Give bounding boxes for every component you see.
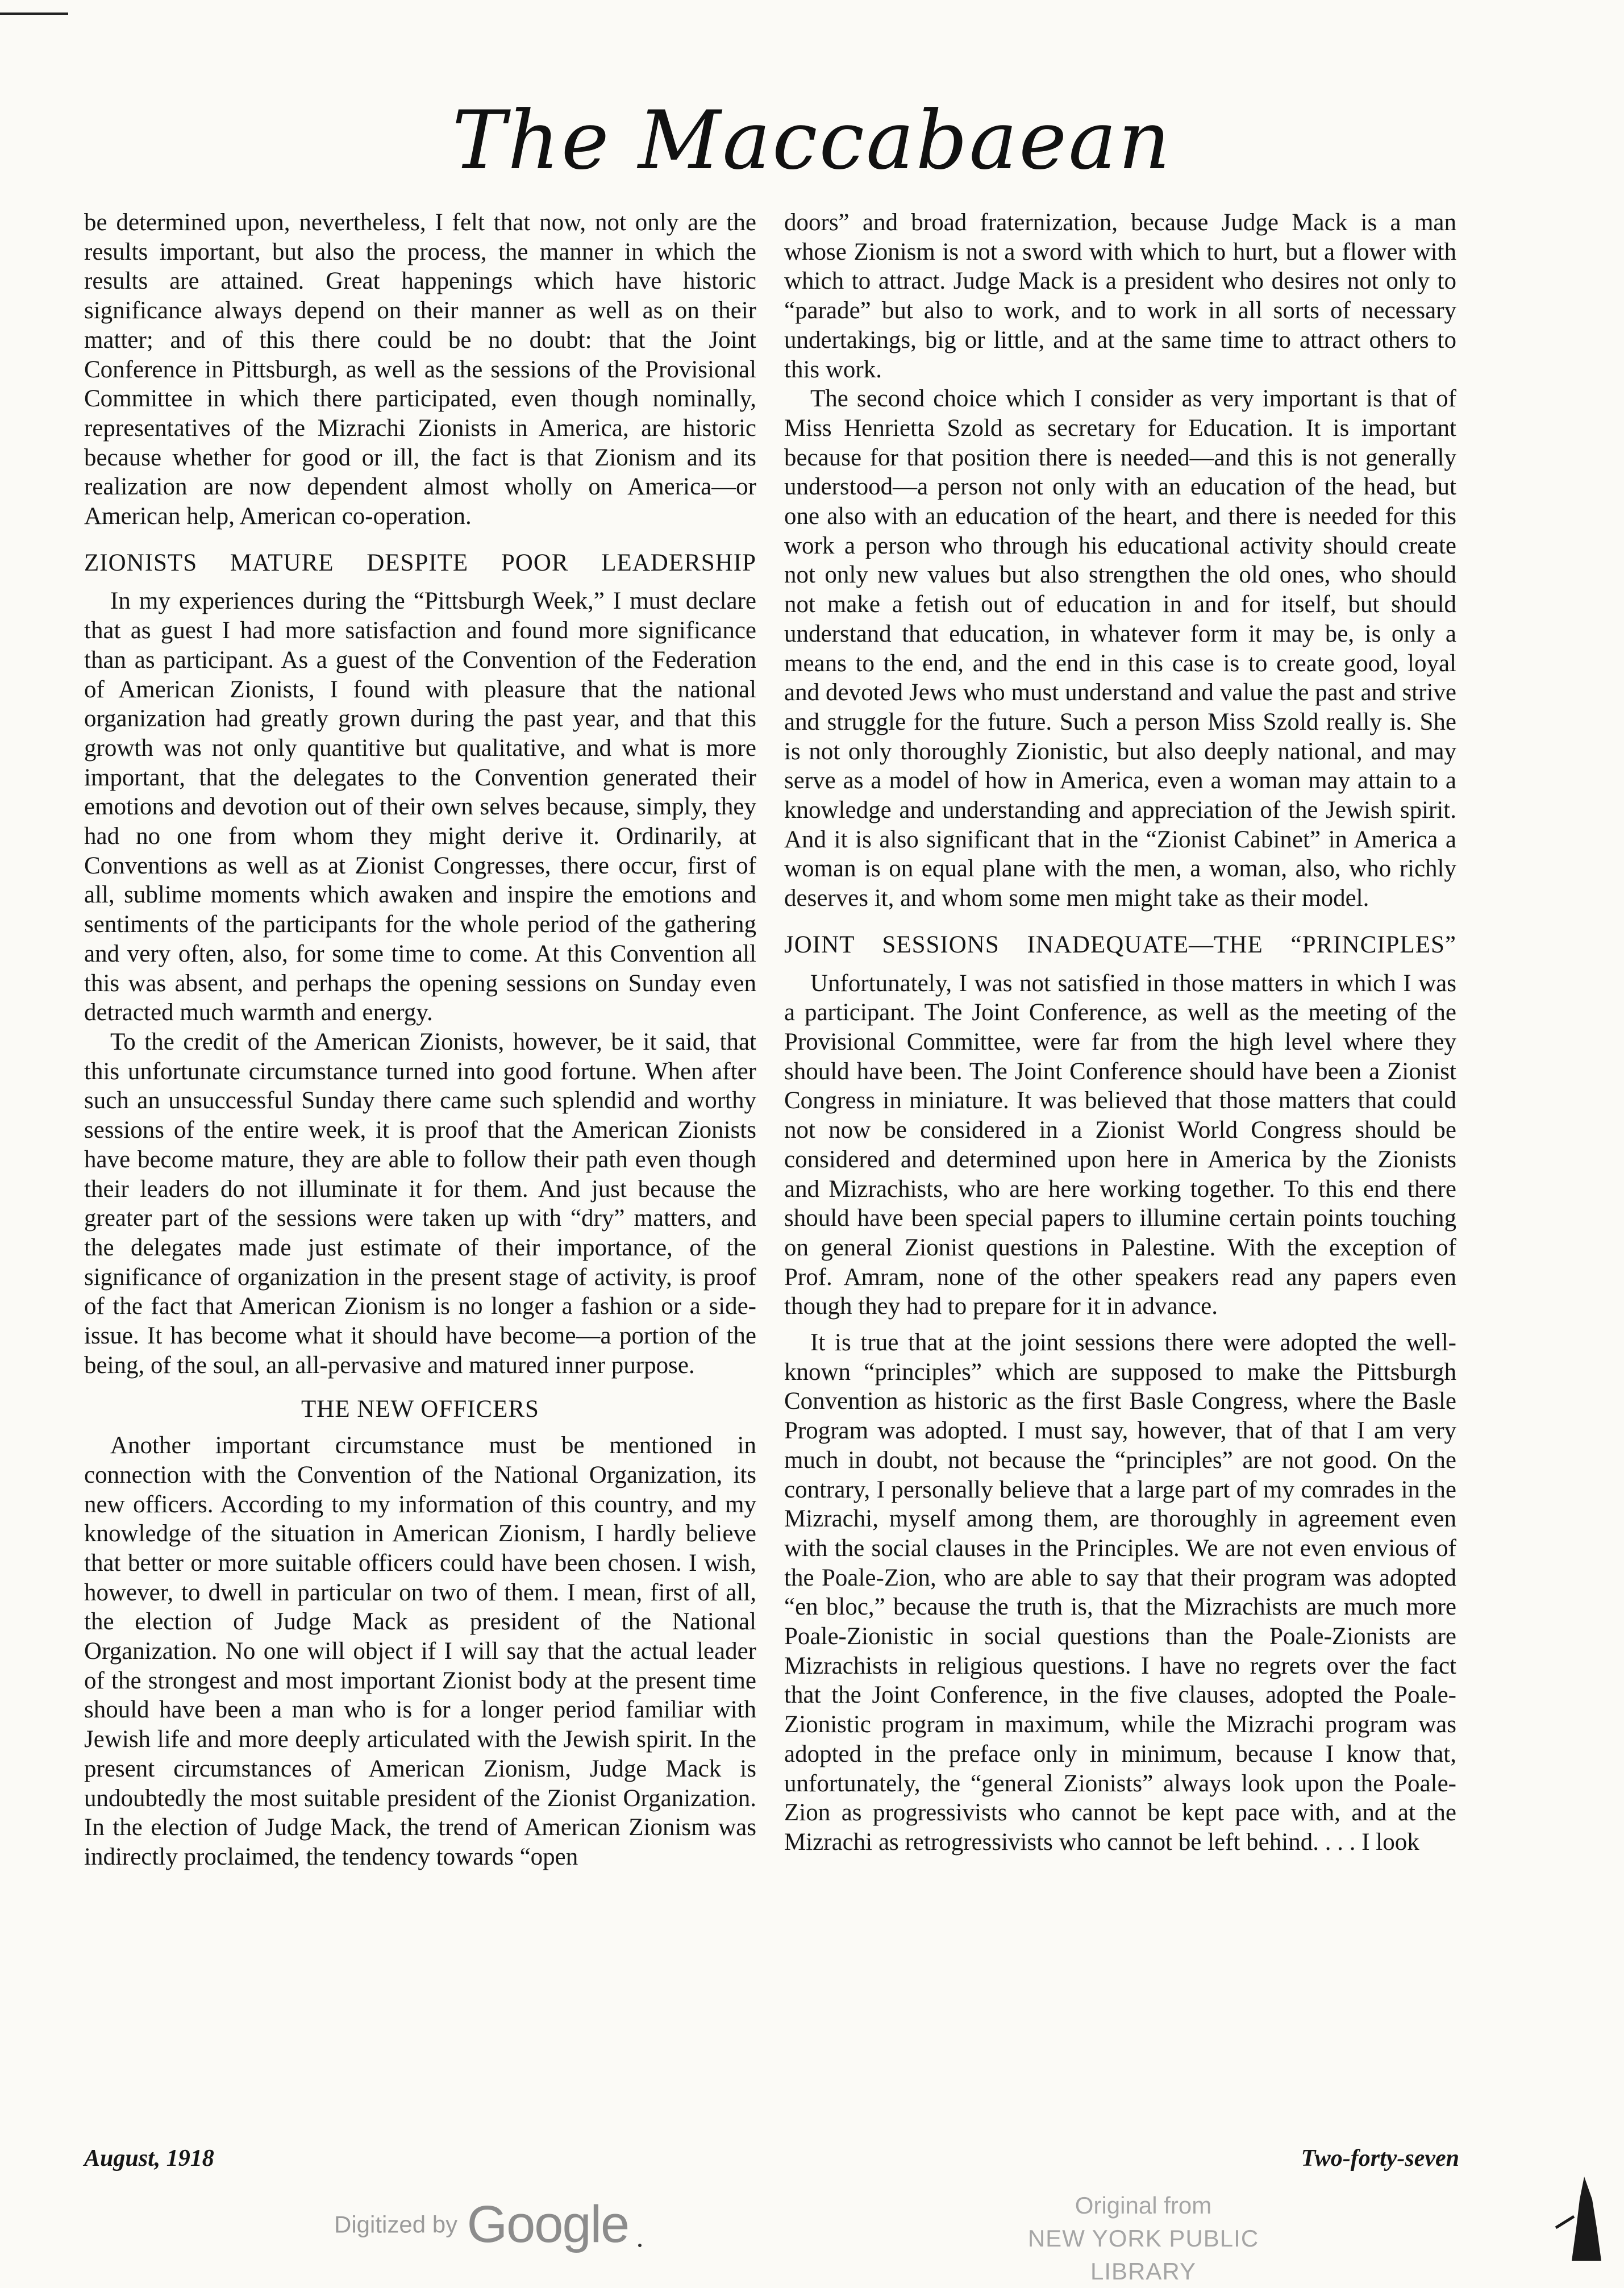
paragraph: Another important circumstance must be mentioned in connection with the Convention of the National Organization, its new officers. According to my information of this country, and my knowledge of the situation in American Zionism, I hardly believe that better or more suitable officers could have been chosen. I wish, however, to dwell in particular on two of them. I mean, first of all, the election of Judge Mack as president of the National Organization. No one will object if I will say that the actual leader of the strongest and most important Zionist body at the present time should have been a man who is for a longer period familiar with Jewish life and more deeply articulated with the Jewish spirit. In the present circumstances of American Zionism, Judge Mack is undoubtedly the most suitable president of the Zionist Organization. In the election of Judge Mack, the trend of American Zionism was indirectly proclaimed, the tendency towards “open xyxy=(84,1432,756,1870)
paragraph: The second choice which I consider as very important is that of Miss Henrietta Szold as secretary for Education. It is important because for that position there is needed—and this is not generally understood—a person not only with an education of the head, but one also with an education of the heart, and there is needed for this work a person who through his educational activity should create not only new values but also strengthen the old ones, who should not make a fetish out of education in and for itself, but should understand that education, in whatever form it may be, is only a means to the end, and the end in this case is to create good, loyal and devoted Jews who must understand and value the past and strive and struggle for the future. Such a person Miss Szold really is. She is not only thoroughly Zionistic, but also deeply national, and may serve as a model of how in America, even a woman may attain to a knowledge and understanding and appreciation of the Jewish spirit. And it is also significant that in the “Zionist Cabinet” in America a woman is on equal plane with the men, a woman, also, who richly deserves it, and whom some men might take as their model. xyxy=(784,385,1456,912)
page-number: Two-forty-seven xyxy=(1301,2145,1459,2171)
ink-speck xyxy=(638,2244,642,2247)
page-corner-mark-icon xyxy=(1544,2160,1613,2268)
section-heading: JOINT SESSIONS INADEQUATE—THE “PRINCIPLES” xyxy=(784,931,1456,958)
paragraph: It is true that at the joint sessions there were adopted the well-known “principles” which are supposed to make the Pittsburgh Convention as historic as the first Basle Congress, where the Basle Program was adopted. I must say, however, that of that I am very much in doubt, not because the “principles” are not good. On the contrary, I personally believe that a large part of my comrades in the Mizrachi, myself among them, are thoroughly in agreement even with the social clauses in the Principles. We are not even envious of the Poale-Zion, who are able to say that their program was adopted “en bloc,” because the truth is, that the Mizrachists are much more Poale-Zionistic in social questions than the Poale-Zionists are Mizrachists in religious questions. I have no regrets over the fact that the Joint Conference, in the five clauses, adopted the Poale-Zionistic program in maximum, while the Mizrachi program was adopted in the preface only in minimum, because I know that, unfortunately, the “general Zionists” always look upon the Poale-Zion as progressivists who cannot be kept pace with, and at the Mizrachi as retrogressivists who cannot be left behind. . . . I look xyxy=(784,1329,1456,1856)
paragraph: In my experiences during the “Pittsburgh Week,” I must declare that as guest I had more satisfaction and found more significance than as participant. As a guest of the Convention of the Federation of American Zionists, I found with pleasure that the national organization had greatly grown during the past year, and that this growth was not only quantitive but qualitative, and what is more important, that the delegates to the Convention generated their emotions and devotion out of their own selves because, simply, they had no one from whom they might derive it. Ordinarily, at Conventions as well as at Zionist Congresses, there occur, first of all, sublime moments which awaken and inspire the emotions and sentiments of the participants for the whole period of the gathering and very often, also, for some time to come. At this Convention all this was absent, and perhaps the opening sessions on Sunday even detracted much warmth and energy. xyxy=(84,588,756,1026)
right-column xyxy=(784,208,1456,1857)
section-heading: THE NEW OFFICERS xyxy=(301,1396,539,1423)
digitized-by-label: Digitized by xyxy=(334,2211,458,2238)
paragraph: Unfortunately, I was not satisfied in those matters in which I was a participant. The Joint Conference, as well as the meeting of the Provisional Committee, were far from the high level where they should have been. The Joint Conference should have been a Zionist Congress in miniature. It was believed that those matters that could not now be considered in a Zionist World Congress should be considered and determined upon here in America by the Zionists and Mizrachists, who are here working together. To this end there should have been special papers to illumine certain points touching on general Zionist questions in Palestine. With the exception of Prof. Amram, none of the other speakers read any papers even though they had to prepare for it in advance. xyxy=(784,970,1456,1320)
section-heading: ZIONISTS MATURE DESPITE POOR LEADERSHIP xyxy=(84,549,756,576)
issue-date: August, 1918 xyxy=(84,2145,214,2171)
edge-rule xyxy=(0,13,68,15)
original-from-label: Original from xyxy=(1075,2192,1212,2219)
digitized-by-credit xyxy=(334,2195,628,2254)
paragraph: doors” and broad fraternization, because Judge Mack is a man whose Zionism is not a sword with which to hurt, but a flower with which to attract. Judge Mack is a president who desires not only to “parade” but also to work, and to work in all sorts of necessary undertakings, big or little, and at the same time to attract others to this work. xyxy=(784,209,1456,383)
left-column xyxy=(84,208,756,1872)
library-name: NEW YORK PUBLIC LIBRARY xyxy=(1027,2225,1259,2285)
paragraph: be determined upon, nevertheless, I felt that now, not only are the results important, but also the process, the manner in which the results are attained. Great happenings which have historic significance always depend on their manner as well as on their matter; and of this there could be no doubt: that the Joint Conference in Pittsburgh, as well as the sessions of the Provisional Committee in which there participated, even though nominally, representatives of the Mizrachi Zionists in America, are historic because whether for good or ill, the fact is that Zionism and its realization are now dependent almost wholly on America—or American help, American co-operation. xyxy=(84,209,756,530)
google-logo: Google xyxy=(467,2195,629,2253)
paragraph: To the credit of the American Zionists, however, be it said, that this unfortunate circumstance turned into good fortune. When after such an unsuccessful Sunday there came such splendid and worthy sessions of the entire week, it is proof that the American Zionists have become mature, they are able to follow their path even though their leaders do not illuminate it for them. And just because the greater part of the sessions were taken up with “dry” matters, and the delegates made just estimate of their importance, of the significance of organization in the present stage of activity, is proof of the fact that American Zionism is no longer a fashion or a side-issue. It has become what it should have become—a portion of the being, of the soul, an all-pervasive and matured inner purpose. xyxy=(84,1028,756,1379)
masthead-title: The Maccabaean xyxy=(452,94,1172,188)
